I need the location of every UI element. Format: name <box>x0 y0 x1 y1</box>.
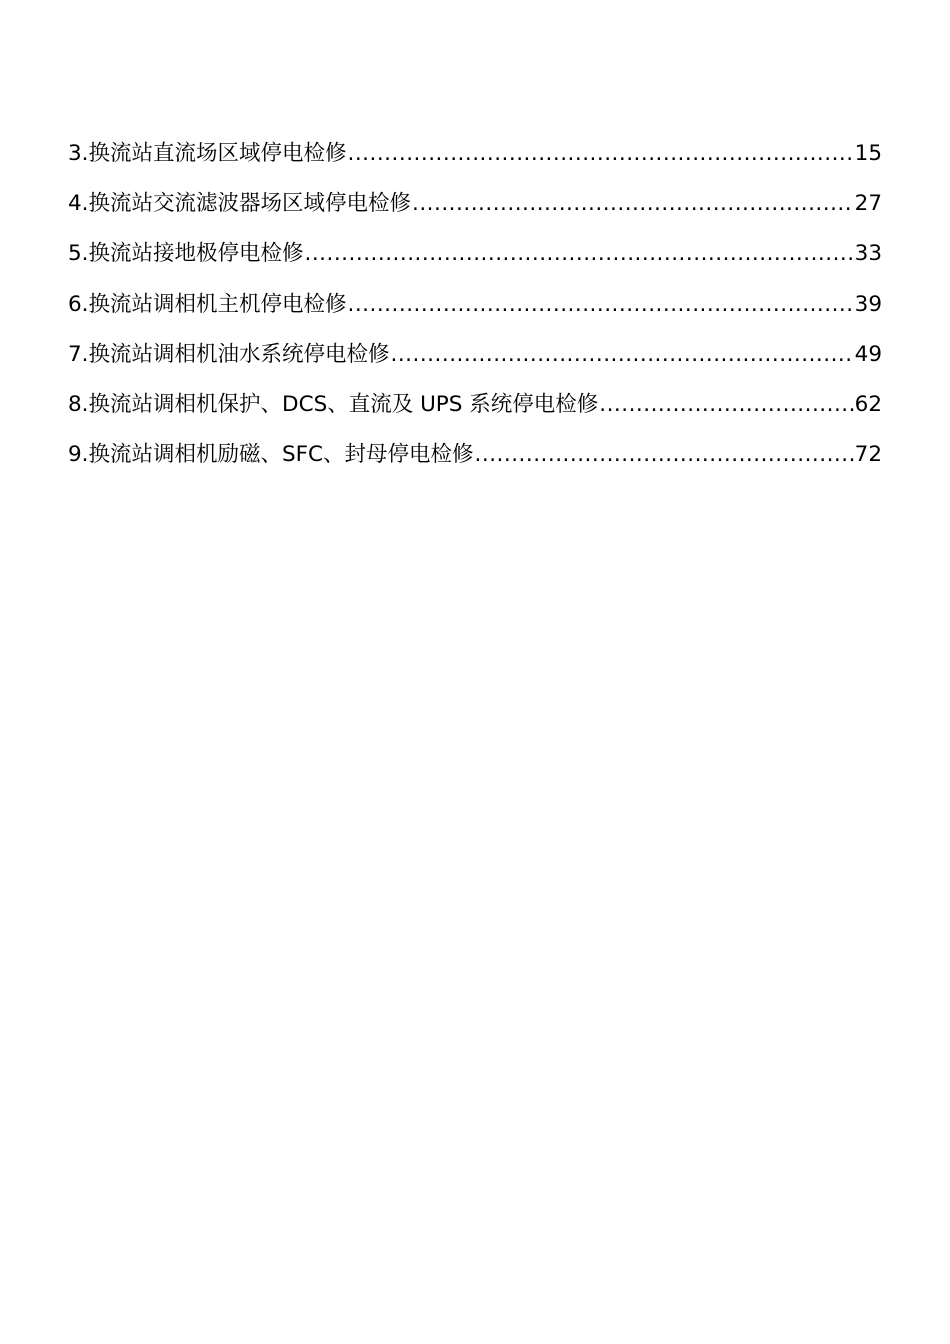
toc-entry-8[interactable] <box>68 388 882 438</box>
toc-page-number: 27 <box>854 191 882 217</box>
toc-entry-title: 9.换流站调相机励磁、SFC、封母停电检修 <box>68 442 474 468</box>
toc-entry-4[interactable] <box>68 187 882 237</box>
toc-entry-title: 8.换流站调相机保护、DCS、直流及 UPS 系统停电检修 <box>68 391 599 417</box>
toc-dot-leader <box>348 288 854 322</box>
toc-page-number: 72 <box>854 442 882 468</box>
toc-page-number: 49 <box>854 341 882 367</box>
toc-entry-title: 4.换流站交流滤波器场区域停电检修 <box>68 191 412 217</box>
toc-dot-leader <box>348 137 854 171</box>
toc-page-number: 15 <box>854 141 882 166</box>
toc-dot-leader <box>391 338 854 372</box>
toc-page-number: 62 <box>854 391 882 417</box>
toc-entry-title: 5.换流站接地极停电检修 <box>68 241 304 267</box>
toc-entry-5[interactable] <box>68 237 882 287</box>
toc-dot-leader <box>599 388 853 422</box>
toc-entry-7[interactable] <box>68 338 882 388</box>
toc-dot-leader <box>475 438 854 472</box>
toc-entry-3[interactable] <box>68 137 882 187</box>
toc-dot-leader <box>305 237 854 271</box>
toc-dot-leader <box>412 187 854 221</box>
toc-page-number: 39 <box>854 291 882 317</box>
table-of-contents <box>68 137 882 488</box>
toc-page-number: 33 <box>854 241 882 267</box>
toc-entry-title: 7.换流站调相机油水系统停电检修 <box>68 341 390 367</box>
toc-entry-title: 3.换流站直流场区域停电检修 <box>68 141 347 166</box>
toc-entry-title: 6.换流站调相机主机停电检修 <box>68 291 347 317</box>
toc-entry-9[interactable] <box>68 438 882 488</box>
toc-entry-6[interactable] <box>68 288 882 338</box>
